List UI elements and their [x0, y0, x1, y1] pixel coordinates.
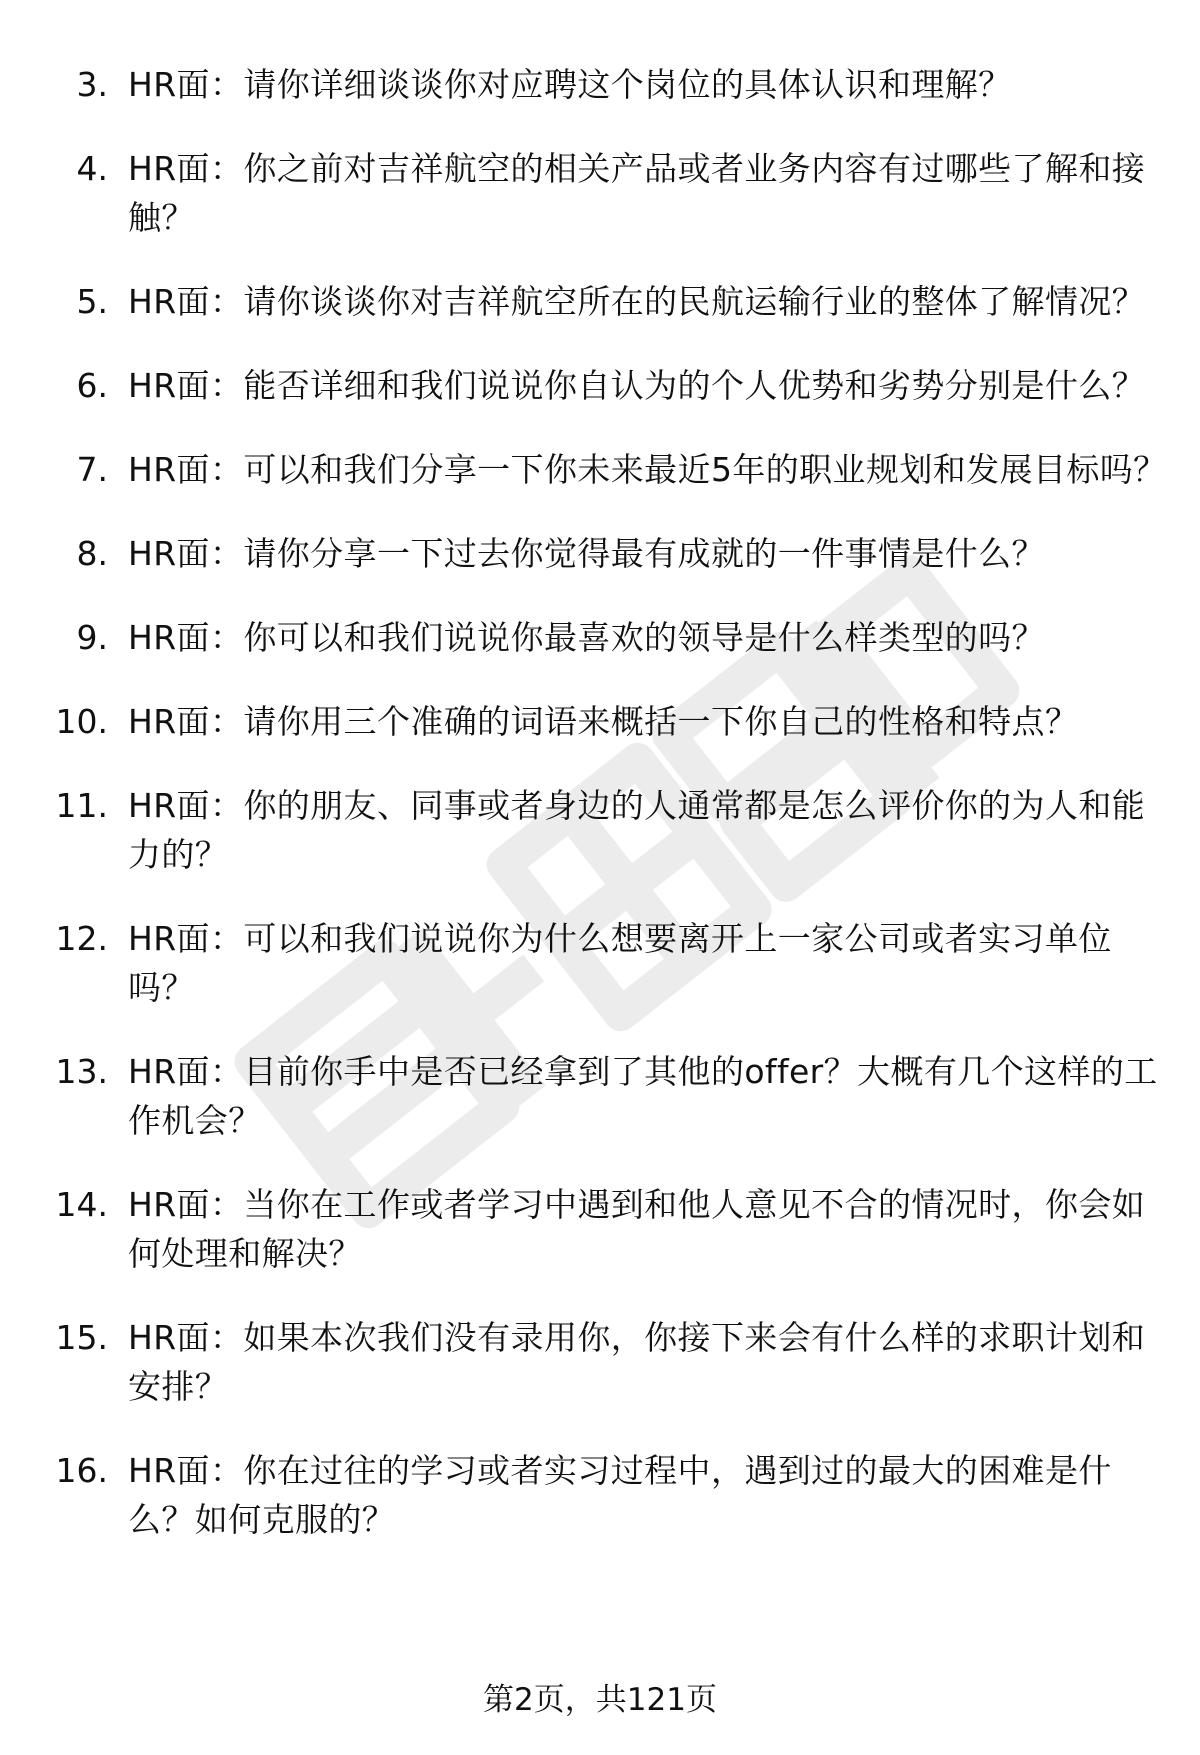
question-text: HR面：你可以和我们说说你最喜欢的领导是什么样类型的吗？: [128, 618, 1045, 657]
list-item: [0, 60, 1200, 109]
question-text: HR面：你之前对吉祥航空的相关产品或者业务内容有过哪些了解和接触？: [128, 149, 1146, 237]
list-item: [0, 1047, 1200, 1145]
question-text: HR面：当你在工作或者学习中遇到和他人意见不合的情况时，你会如何处理和解决？: [128, 1185, 1146, 1273]
question-number: 14.: [55, 1185, 108, 1224]
list-item: [0, 613, 1200, 662]
question-text: HR面：目前你手中是否已经拿到了其他的offer？大概有几个这样的工作机会？: [128, 1052, 1158, 1140]
list-item: [0, 529, 1200, 578]
list-item: [0, 1313, 1200, 1411]
list-item: [0, 277, 1200, 326]
list-item: [0, 1446, 1200, 1544]
question-number: 9.: [76, 618, 108, 657]
question-number: 7.: [76, 450, 108, 489]
question-number: 4.: [76, 149, 108, 188]
question-text: HR面：请你分享一下过去你觉得最有成就的一件事情是什么？: [128, 534, 1045, 573]
question-text: HR面：你在过往的学习或者实习过程中，遇到过的最大的困难是什么？如何克服的？: [128, 1451, 1112, 1539]
question-number: 10.: [55, 702, 108, 741]
question-number: 16.: [55, 1451, 108, 1490]
question-text: HR面：可以和我们分享一下你未来最近5年的职业规划和发展目标吗？: [128, 450, 1167, 489]
page-footer: 第2页，共121页: [483, 1682, 717, 1718]
list-item: [0, 361, 1200, 410]
question-text: HR面：请你谈谈你对吉祥航空所在的民航运输行业的整体了解情况？: [128, 282, 1146, 321]
question-number: 5.: [76, 282, 108, 321]
question-text: HR面：能否详细和我们说说你自认为的个人优势和劣势分别是什么？: [128, 366, 1146, 405]
question-text: HR面：请你用三个准确的词语来概括一下你自己的性格和特点？: [128, 702, 1079, 741]
question-number: 15.: [55, 1318, 108, 1357]
question-number: 6.: [76, 366, 108, 405]
list-item: [0, 1180, 1200, 1278]
question-text: HR面：请你详细谈谈你对应聘这个岗位的具体认识和理解？: [128, 65, 1012, 104]
question-number: 13.: [55, 1052, 108, 1091]
list-item: [0, 144, 1200, 242]
question-number: 8.: [76, 534, 108, 573]
list-item: [0, 697, 1200, 746]
question-number: 3.: [76, 65, 108, 104]
question-number: 11.: [55, 786, 108, 825]
question-list: [0, 60, 1200, 1579]
list-item: [0, 914, 1200, 1012]
question-number: 12.: [55, 919, 108, 958]
question-text: HR面：可以和我们说说你为什么想要离开上一家公司或者实习单位吗？: [128, 919, 1112, 1007]
question-text: HR面：如果本次我们没有录用你，你接下来会有什么样的求职计划和安排？: [128, 1318, 1146, 1406]
question-text: HR面：你的朋友、同事或者身边的人通常都是怎么评价你的为人和能力的？: [128, 786, 1146, 874]
list-item: [0, 781, 1200, 879]
list-item: [0, 445, 1200, 494]
